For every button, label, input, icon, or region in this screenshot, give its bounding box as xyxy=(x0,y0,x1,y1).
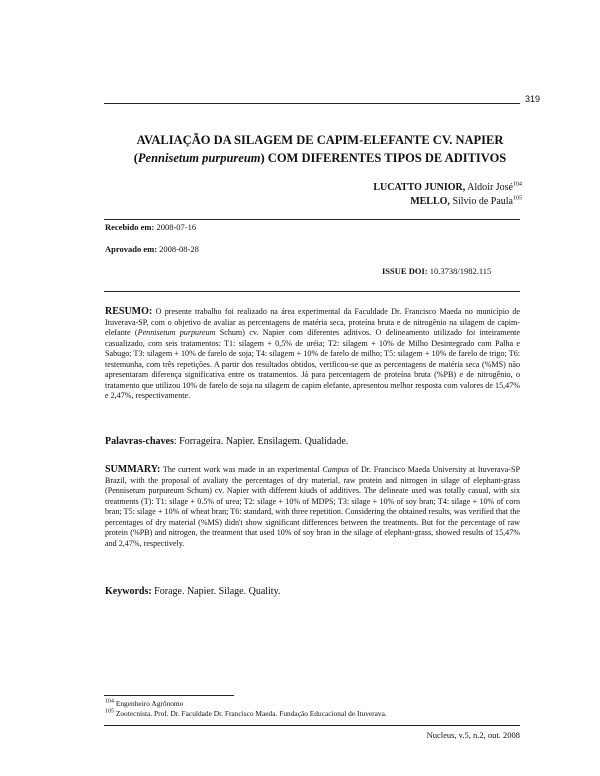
summary-label: SUMMARY: xyxy=(105,464,161,475)
author-2-given: Silvio de Paula xyxy=(449,196,513,207)
resumo-text-a: O presente trabalho foi realizado na área experimental da Faculdade Dr. Francisco Maeda no município de Ituverava-SP, com o objetivo de avaliar as percentagens de matéria seca, proteína bruta e de nitrogênio na silagem de capim-elefante ( xyxy=(105,307,520,337)
author-1-given: Aldoir José xyxy=(465,182,513,193)
footnote-104 xyxy=(105,699,520,709)
approved-value: 2008-08-28 xyxy=(157,244,199,254)
palavras-chaves xyxy=(105,436,520,447)
header-rule xyxy=(104,103,520,104)
footnote-105-text: Zootecnista. Prof. Dr. Faculdade Dr. Francisco Maeda. Fundação Educacional de Ituverava. xyxy=(114,709,387,718)
metadata-rule xyxy=(104,219,520,220)
footnote-104-text: Engenheiro Agrônomo xyxy=(114,699,184,708)
title-species-name: Pennisetum purpureum xyxy=(137,151,261,165)
author-2-surname: MELLO, xyxy=(410,196,450,207)
footnote-105-ref: 105 xyxy=(105,708,114,715)
summary-paragraph xyxy=(105,465,520,549)
keywords-label: Keywords: xyxy=(105,586,152,597)
abstract-rule xyxy=(104,291,520,292)
approved-date xyxy=(105,244,199,254)
footnote-104-ref: 104 xyxy=(105,698,114,705)
author-1 xyxy=(373,180,522,195)
author-2 xyxy=(410,194,522,209)
palavras-label: Palavras-chaves xyxy=(105,436,174,447)
approved-label: Aprovado em: xyxy=(105,244,158,254)
received-label: Recebido em: xyxy=(105,222,155,232)
title-paren-open: ( xyxy=(133,151,138,165)
resumo-species: Pennisetum purpureum xyxy=(137,328,216,337)
palavras-text: : Forrageira. Napier. Ensilagem. Qualidade. xyxy=(173,436,349,447)
summary-campus: Campus xyxy=(322,465,349,474)
doi-value: 10.3738/1982.115 xyxy=(427,266,492,276)
page-number: 319 xyxy=(524,94,540,104)
summary-text-b: of Dr. Francisco Maeda University at Ituverava-SP Brazil, with the proposal of avaliaty the percentages of dry material, raw protein and nitrogen in silage of elephant-grass (Pennisetum purpureum Schum) cv. Napier with different kiuds of additives. The delineate used was totally casual, with six treatments (T): T1: silage + 0.5% of urea; T2: silage + 10% of MDPS; T3: silage + 10% of soy bran; T4: silage + 10% of corn bran; T5: silage + 10% of wheat bran; T6: standard, with three repetition. Considering the obtained results, was verified that the percentages of dry material (%MS) didn't show significant differences between the treatments. But for the percentage of raw protein (%PB) and nitrogen, the treatment that used 10% of soy bran in the silage of elephant-grass, showed results of 15,47% and 2,47%, respectively. xyxy=(105,465,520,548)
author-1-surname: LUCATTO JUNIOR, xyxy=(373,182,466,193)
doi-label: ISSUE DOI: xyxy=(382,266,428,276)
footnote-105 xyxy=(105,709,520,719)
author-2-ref: 105 xyxy=(513,195,522,202)
title-rest: ) COM DIFERENTES TIPOS DE ADITIVOS xyxy=(260,151,507,165)
resumo-paragraph xyxy=(105,307,520,402)
received-date xyxy=(105,222,196,232)
footnote-rule xyxy=(104,695,234,696)
keywords xyxy=(105,586,520,597)
journal-citation: Nucleus, v.5, n.2, out. 2008 xyxy=(426,730,520,740)
resumo-label: RESUMO: xyxy=(105,306,153,317)
resumo-text-b: Schum) cv. Napier com diferentes aditivos. O delineamento utilizado foi inteiramente casualizado, com seis tratamentos: T1: silagem + 0,5% de uréia; T2: silagem + 10% de Milho Desintegrado com Palha e Sabugo; T3: silagem + 10% de farelo de soja; T4: silagem + 10% de farelo de milho; T5: silagem + 10% de farelo de trigo; T6: testemunha, com três repetições. A partir dos resultados obtidos, verificou-se que as percentagens de matéria seca (%MS) não apresentaram diferença significativa entre os tratamentos. Já para percentagem de proteína bruta (%PB) e de nitrogênio, o tratamento que utilizou 10% de farelo de soja na silagem de capim elefante, apresentou melhor resposta com valores de 15,47% e 2,47%, respectivamente. xyxy=(105,328,521,400)
article-title-line-2 xyxy=(60,149,580,167)
footer-rule xyxy=(104,725,520,726)
article-title-line-1: AVALIAÇÃO DA SILAGEM DE CAPIM-ELEFANTE CV. NAPIER xyxy=(136,133,504,147)
received-value: 2008-07-16 xyxy=(154,222,197,232)
summary-text-a: The current work was made in an experimental xyxy=(160,465,323,474)
issue-doi xyxy=(382,266,491,276)
author-1-ref: 104 xyxy=(513,181,522,188)
keywords-text: Forage. Napier. Silage. Quality. xyxy=(151,586,281,597)
